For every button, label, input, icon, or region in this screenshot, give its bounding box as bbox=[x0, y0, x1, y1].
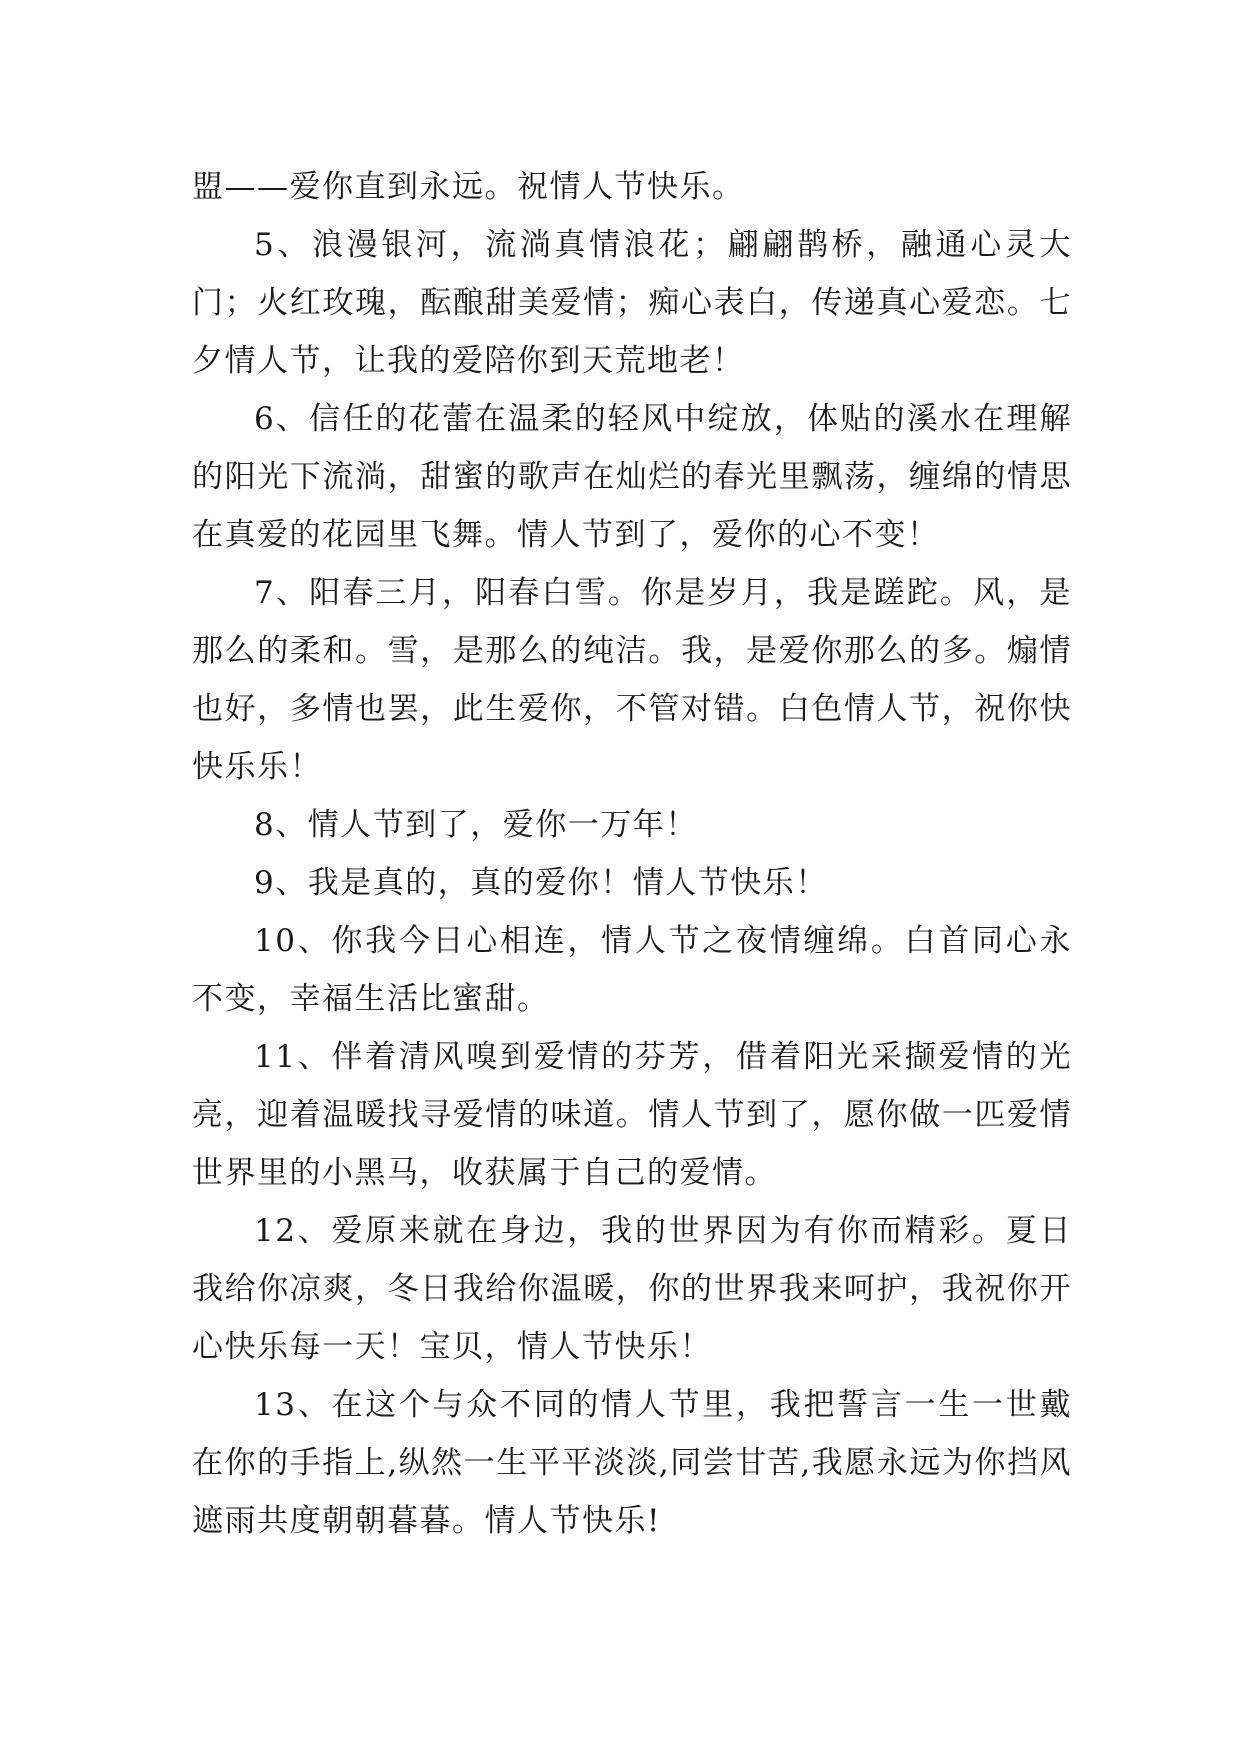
paragraph-13: 13、在这个与众不同的情人节里，我把誓言一生一世戴在你的手指上,纵然一生平平淡淡,同尝甘苦,我愿永远为你挡风遮雨共度朝朝暮暮。情人节快乐! bbox=[192, 1387, 1072, 1539]
paragraph-12: 12、爱原来就在身边，我的世界因为有你而精彩。夏日我给你凉爽，冬日我给你温暖，你的世界我来呵护，我祝你开心快乐每一天！宝贝，情人节快乐！ bbox=[192, 1213, 1072, 1365]
paragraph-9: 9、我是真的，真的爱你！情人节快乐！ bbox=[254, 865, 828, 901]
paragraph-continuation: 盟——爱你直到永远。祝情人节快乐。 bbox=[192, 169, 745, 205]
document-body bbox=[192, 158, 1072, 1550]
paragraph-7: 7、阳春三月，阳春白雪。你是岁月，我是蹉跎。风，是那么的柔和。雪，是那么的纯洁。我，是爱你那么的多。煽情也好，多情也罢，此生爱你，不管对错。白色情人节，祝你快快乐乐！ bbox=[192, 575, 1072, 785]
paragraph-8: 8、情人节到了，爱你一万年！ bbox=[254, 807, 698, 843]
paragraph-10: 10、你我今日心相连，情人节之夜情缠绵。白首同心永不变，幸福生活比蜜甜。 bbox=[192, 923, 1072, 1017]
paragraph-5: 5、浪漫银河，流淌真情浪花；翩翩鹊桥，融通心灵大门；火红玫瑰，酝酿甜美爱情；痴心表白，传递真心爱恋。七夕情人节，让我的爱陪你到天荒地老！ bbox=[192, 227, 1072, 379]
paragraph-6: 6、信任的花蕾在温柔的轻风中绽放，体贴的溪水在理解的阳光下流淌，甜蜜的歌声在灿烂的春光里飘荡，缠绵的情思在真爱的花园里飞舞。情人节到了，爱你的心不变！ bbox=[192, 401, 1072, 553]
paragraph-11: 11、伴着清风嗅到爱情的芬芳，借着阳光采撷爱情的光亮，迎着温暖找寻爱情的味道。情人节到了，愿你做一匹爱情世界里的小黑马，收获属于自己的爱情。 bbox=[192, 1039, 1072, 1191]
